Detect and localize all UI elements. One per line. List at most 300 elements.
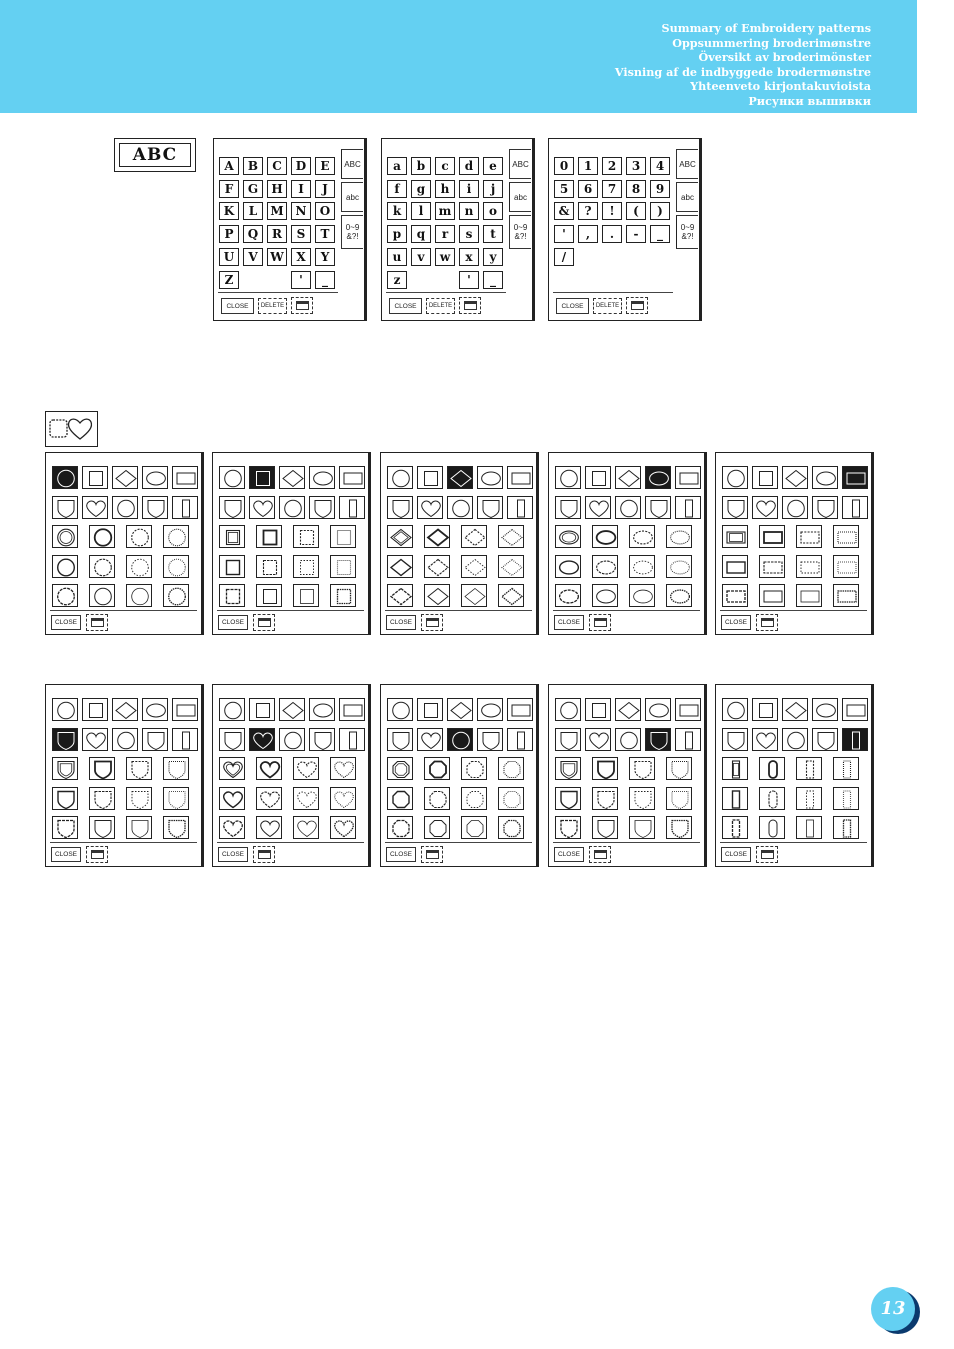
frame-variant-button[interactable] <box>126 584 152 607</box>
embroidery-edit-icon[interactable] <box>459 297 481 314</box>
character-key[interactable]: P <box>219 225 239 243</box>
frame-shape-oval-button[interactable] <box>142 698 168 721</box>
character-key[interactable]: l <box>411 202 431 220</box>
character-key[interactable]: ! <box>602 202 622 220</box>
frame-variant-button[interactable] <box>666 787 692 810</box>
tab-uppercase[interactable]: ABC <box>341 149 363 179</box>
frame-variant-button[interactable] <box>796 787 822 810</box>
frame-variant-button[interactable] <box>126 555 152 578</box>
frame-shape-circle-button[interactable] <box>279 496 305 519</box>
frame-shape-shield-button[interactable] <box>645 728 671 751</box>
frame-variant-button[interactable] <box>424 555 450 578</box>
close-button[interactable]: CLOSE <box>386 847 416 862</box>
character-key[interactable]: 7 <box>602 180 622 198</box>
frame-variant-button[interactable] <box>629 757 655 780</box>
frame-shape-shield-button[interactable] <box>309 728 335 751</box>
frame-variant-button[interactable] <box>555 584 581 607</box>
frame-shape-circle-button[interactable] <box>112 496 138 519</box>
character-key[interactable]: e <box>483 157 503 175</box>
frame-variant-button[interactable] <box>424 787 450 810</box>
frame-shape-shield-button[interactable] <box>812 728 838 751</box>
frame-variant-button[interactable] <box>126 787 152 810</box>
frame-shape-diamond-button[interactable] <box>112 698 138 721</box>
frame-shape-heart-button[interactable] <box>752 728 778 751</box>
character-key[interactable]: m <box>435 202 455 220</box>
frame-shape-diamond-button[interactable] <box>782 466 808 489</box>
frame-variant-button[interactable] <box>722 787 748 810</box>
frame-variant-button[interactable] <box>163 525 189 548</box>
frame-shape-shield-button[interactable] <box>722 496 748 519</box>
frame-shape-circle-button[interactable] <box>52 466 78 489</box>
character-key[interactable]: & <box>554 202 574 220</box>
frame-variant-button[interactable] <box>293 555 319 578</box>
close-button[interactable]: CLOSE <box>554 847 584 862</box>
character-key[interactable]: D <box>291 157 311 175</box>
frame-variant-button[interactable] <box>461 816 487 839</box>
frame-variant-button[interactable] <box>461 584 487 607</box>
character-key[interactable]: E <box>315 157 335 175</box>
frame-shape-circle-button[interactable] <box>722 698 748 721</box>
frame-variant-button[interactable] <box>52 555 78 578</box>
frame-shape-circle-button[interactable] <box>615 496 641 519</box>
frame-shape-rectangle-button[interactable] <box>842 698 868 721</box>
character-key[interactable]: 3 <box>626 157 646 175</box>
frame-shape-rectangle-button[interactable] <box>507 466 533 489</box>
frame-shape-shield-button[interactable] <box>219 496 245 519</box>
frame-shape-circle-button[interactable] <box>447 496 473 519</box>
frame-variant-button[interactable] <box>126 757 152 780</box>
frame-shape-tall-rect-button[interactable] <box>675 728 701 751</box>
frame-shape-square-button[interactable] <box>417 698 443 721</box>
character-key[interactable]: B <box>243 157 263 175</box>
close-button[interactable]: CLOSE <box>721 847 751 862</box>
frame-variant-button[interactable] <box>293 525 319 548</box>
frame-variant-button[interactable] <box>126 525 152 548</box>
frame-variant-button[interactable] <box>666 584 692 607</box>
frame-shape-heart-button[interactable] <box>249 728 275 751</box>
character-key[interactable]: ' <box>459 271 479 289</box>
character-key[interactable]: p <box>387 225 407 243</box>
frame-variant-button[interactable] <box>293 757 319 780</box>
character-key[interactable]: f <box>387 180 407 198</box>
frame-variant-button[interactable] <box>833 787 859 810</box>
frame-variant-button[interactable] <box>387 787 413 810</box>
close-button[interactable]: CLOSE <box>554 615 584 630</box>
frame-shape-circle-button[interactable] <box>219 466 245 489</box>
frame-variant-button[interactable] <box>219 555 245 578</box>
frame-shape-oval-button[interactable] <box>309 466 335 489</box>
frame-shape-tall-rect-button[interactable] <box>507 496 533 519</box>
frame-variant-button[interactable] <box>163 787 189 810</box>
frame-shape-heart-button[interactable] <box>82 496 108 519</box>
frame-shape-oval-button[interactable] <box>645 466 671 489</box>
character-key[interactable]: X <box>291 248 311 266</box>
character-key[interactable]: G <box>243 180 263 198</box>
character-key[interactable]: w <box>435 248 455 266</box>
frame-variant-button[interactable] <box>461 757 487 780</box>
frame-variant-button[interactable] <box>461 555 487 578</box>
frame-shape-rectangle-button[interactable] <box>842 466 868 489</box>
close-button[interactable]: CLOSE <box>218 615 248 630</box>
close-button[interactable]: CLOSE <box>218 847 248 862</box>
close-button[interactable]: CLOSE <box>389 298 422 314</box>
frame-variant-button[interactable] <box>592 555 618 578</box>
frame-variant-button[interactable] <box>592 757 618 780</box>
embroidery-edit-icon[interactable] <box>86 614 108 631</box>
embroidery-edit-icon[interactable] <box>756 614 778 631</box>
frame-shape-tall-rect-button[interactable] <box>339 728 365 751</box>
frame-variant-button[interactable] <box>219 525 245 548</box>
frame-variant-button[interactable] <box>219 584 245 607</box>
frame-variant-button[interactable] <box>293 584 319 607</box>
frame-variant-button[interactable] <box>89 757 115 780</box>
frame-variant-button[interactable] <box>498 525 524 548</box>
frame-shape-rectangle-button[interactable] <box>675 698 701 721</box>
tab-numbers-symbols[interactable]: 0~9 &?! <box>509 215 531 249</box>
frame-shape-square-button[interactable] <box>585 698 611 721</box>
character-key[interactable]: R <box>267 225 287 243</box>
embroidery-edit-icon[interactable] <box>253 846 275 863</box>
character-key[interactable]: a <box>387 157 407 175</box>
delete-button[interactable]: DELETE <box>593 298 622 314</box>
frame-shape-circle-button[interactable] <box>615 728 641 751</box>
character-key[interactable]: C <box>267 157 287 175</box>
embroidery-edit-icon[interactable] <box>421 846 443 863</box>
character-key[interactable]: Z <box>219 271 239 289</box>
frame-variant-button[interactable] <box>666 555 692 578</box>
frame-shape-circle-button[interactable] <box>387 466 413 489</box>
character-key[interactable]: d <box>459 157 479 175</box>
embroidery-edit-icon[interactable] <box>756 846 778 863</box>
character-key[interactable]: 8 <box>626 180 646 198</box>
frame-variant-button[interactable] <box>256 555 282 578</box>
close-button[interactable]: CLOSE <box>51 615 81 630</box>
frame-variant-button[interactable] <box>722 525 748 548</box>
frame-variant-button[interactable] <box>722 757 748 780</box>
frame-variant-button[interactable] <box>666 757 692 780</box>
frame-variant-button[interactable] <box>498 816 524 839</box>
frame-variant-button[interactable] <box>387 757 413 780</box>
character-key[interactable]: ' <box>554 225 574 243</box>
embroidery-edit-icon[interactable] <box>421 614 443 631</box>
frame-shape-heart-button[interactable] <box>249 496 275 519</box>
frame-shape-diamond-button[interactable] <box>279 698 305 721</box>
character-key[interactable]: 1 <box>578 157 598 175</box>
frame-shape-shield-button[interactable] <box>722 728 748 751</box>
frame-shape-heart-button[interactable] <box>417 728 443 751</box>
frame-shape-oval-button[interactable] <box>645 698 671 721</box>
frame-variant-button[interactable] <box>52 525 78 548</box>
character-key[interactable]: I <box>291 180 311 198</box>
frame-shape-circle-button[interactable] <box>555 466 581 489</box>
frame-variant-button[interactable] <box>330 584 356 607</box>
frame-shape-diamond-button[interactable] <box>615 466 641 489</box>
character-key[interactable]: o <box>483 202 503 220</box>
character-key[interactable]: K <box>219 202 239 220</box>
embroidery-edit-icon[interactable] <box>291 297 313 314</box>
frame-variant-button[interactable] <box>89 555 115 578</box>
frame-shape-oval-button[interactable] <box>477 466 503 489</box>
embroidery-edit-icon[interactable] <box>86 846 108 863</box>
character-key[interactable]: O <box>315 202 335 220</box>
frame-shape-shield-button[interactable] <box>52 496 78 519</box>
frame-variant-button[interactable] <box>330 816 356 839</box>
frame-shape-tall-rect-button[interactable] <box>842 728 868 751</box>
frame-variant-button[interactable] <box>256 757 282 780</box>
embroidery-edit-icon[interactable] <box>589 846 611 863</box>
character-key[interactable]: r <box>435 225 455 243</box>
frame-shape-square-button[interactable] <box>585 466 611 489</box>
frame-shape-shield-button[interactable] <box>555 496 581 519</box>
frame-variant-button[interactable] <box>293 816 319 839</box>
character-key[interactable]: 2 <box>602 157 622 175</box>
frame-variant-button[interactable] <box>629 816 655 839</box>
frame-variant-button[interactable] <box>796 757 822 780</box>
frame-variant-button[interactable] <box>666 525 692 548</box>
frame-shape-shield-button[interactable] <box>219 728 245 751</box>
frame-shape-heart-button[interactable] <box>585 496 611 519</box>
frame-variant-button[interactable] <box>256 787 282 810</box>
frame-shape-shield-button[interactable] <box>142 496 168 519</box>
frame-shape-circle-button[interactable] <box>52 698 78 721</box>
character-key[interactable]: h <box>435 180 455 198</box>
frame-variant-button[interactable] <box>555 555 581 578</box>
frame-variant-button[interactable] <box>256 816 282 839</box>
frame-shape-shield-button[interactable] <box>387 496 413 519</box>
tab-numbers-symbols[interactable]: 0~9 &?! <box>341 215 363 249</box>
frame-shape-circle-button[interactable] <box>219 698 245 721</box>
tab-numbers-symbols[interactable]: 0~9 &?! <box>676 215 698 249</box>
character-key[interactable]: 5 <box>554 180 574 198</box>
frame-shape-oval-button[interactable] <box>812 466 838 489</box>
character-key[interactable]: z <box>387 271 407 289</box>
frame-shape-shield-button[interactable] <box>52 728 78 751</box>
frame-shape-heart-button[interactable] <box>752 496 778 519</box>
character-key[interactable]: F <box>219 180 239 198</box>
frame-shape-circle-button[interactable] <box>447 728 473 751</box>
frame-variant-button[interactable] <box>555 757 581 780</box>
character-key[interactable]: _ <box>650 225 670 243</box>
character-key[interactable]: . <box>602 225 622 243</box>
frame-variant-button[interactable] <box>52 787 78 810</box>
frame-shape-heart-button[interactable] <box>417 496 443 519</box>
embroidery-edit-icon[interactable] <box>626 297 648 314</box>
character-key[interactable]: y <box>483 248 503 266</box>
frame-shape-square-button[interactable] <box>82 698 108 721</box>
character-key[interactable]: Y <box>315 248 335 266</box>
character-key[interactable]: U <box>219 248 239 266</box>
frame-variant-button[interactable] <box>759 555 785 578</box>
character-key[interactable]: ' <box>291 271 311 289</box>
frame-variant-button[interactable] <box>796 555 822 578</box>
frame-shape-diamond-button[interactable] <box>279 466 305 489</box>
frame-variant-button[interactable] <box>52 584 78 607</box>
frame-variant-button[interactable] <box>330 525 356 548</box>
frame-shape-square-button[interactable] <box>417 466 443 489</box>
frame-variant-button[interactable] <box>126 816 152 839</box>
character-key[interactable]: ? <box>578 202 598 220</box>
frame-variant-button[interactable] <box>387 555 413 578</box>
frame-variant-button[interactable] <box>293 787 319 810</box>
frame-variant-button[interactable] <box>796 584 822 607</box>
tab-uppercase[interactable]: ABC <box>509 149 531 179</box>
close-button[interactable]: CLOSE <box>386 615 416 630</box>
frame-variant-button[interactable] <box>722 584 748 607</box>
tab-lowercase[interactable]: abc <box>676 182 698 212</box>
character-key[interactable]: H <box>267 180 287 198</box>
frame-shape-shield-button[interactable] <box>812 496 838 519</box>
character-key[interactable]: A <box>219 157 239 175</box>
character-key[interactable]: j <box>483 180 503 198</box>
character-key[interactable]: S <box>291 225 311 243</box>
character-key[interactable]: Q <box>243 225 263 243</box>
frame-variant-button[interactable] <box>759 787 785 810</box>
character-key[interactable]: ) <box>650 202 670 220</box>
character-key[interactable]: - <box>626 225 646 243</box>
character-key[interactable]: 0 <box>554 157 574 175</box>
frame-variant-button[interactable] <box>256 525 282 548</box>
frame-variant-button[interactable] <box>833 525 859 548</box>
frame-variant-button[interactable] <box>722 555 748 578</box>
close-button[interactable]: CLOSE <box>51 847 81 862</box>
frame-shape-square-button[interactable] <box>752 698 778 721</box>
frame-shape-diamond-button[interactable] <box>782 698 808 721</box>
frame-variant-button[interactable] <box>387 816 413 839</box>
frame-variant-button[interactable] <box>256 584 282 607</box>
character-key[interactable]: k <box>387 202 407 220</box>
tab-lowercase[interactable]: abc <box>341 182 363 212</box>
frame-variant-button[interactable] <box>163 816 189 839</box>
character-key[interactable]: _ <box>483 271 503 289</box>
frame-variant-button[interactable] <box>89 584 115 607</box>
frame-shape-tall-rect-button[interactable] <box>172 496 198 519</box>
character-key[interactable]: i <box>459 180 479 198</box>
frame-variant-button[interactable] <box>330 757 356 780</box>
character-key[interactable]: v <box>411 248 431 266</box>
frame-variant-button[interactable] <box>796 816 822 839</box>
frame-variant-button[interactable] <box>555 816 581 839</box>
character-key[interactable]: M <box>267 202 287 220</box>
frame-variant-button[interactable] <box>592 525 618 548</box>
frame-variant-button[interactable] <box>219 816 245 839</box>
character-key[interactable]: u <box>387 248 407 266</box>
frame-shape-square-button[interactable] <box>249 698 275 721</box>
frame-shape-shield-button[interactable] <box>387 728 413 751</box>
character-key[interactable]: W <box>267 248 287 266</box>
frame-variant-button[interactable] <box>833 584 859 607</box>
frame-variant-button[interactable] <box>759 816 785 839</box>
character-key[interactable]: / <box>554 248 574 266</box>
character-key[interactable]: t <box>483 225 503 243</box>
frame-variant-button[interactable] <box>387 584 413 607</box>
character-key[interactable]: T <box>315 225 335 243</box>
frame-shape-diamond-button[interactable] <box>112 466 138 489</box>
character-key[interactable]: c <box>435 157 455 175</box>
frame-shape-shield-button[interactable] <box>142 728 168 751</box>
embroidery-edit-icon[interactable] <box>589 614 611 631</box>
frame-variant-button[interactable] <box>424 816 450 839</box>
close-button[interactable]: CLOSE <box>221 298 254 314</box>
frame-shape-circle-button[interactable] <box>782 496 808 519</box>
character-key[interactable]: V <box>243 248 263 266</box>
frame-variant-button[interactable] <box>498 555 524 578</box>
frame-variant-button[interactable] <box>424 525 450 548</box>
frame-variant-button[interactable] <box>89 787 115 810</box>
frame-variant-button[interactable] <box>52 757 78 780</box>
frame-variant-button[interactable] <box>424 584 450 607</box>
frame-variant-button[interactable] <box>461 525 487 548</box>
frame-shape-diamond-button[interactable] <box>447 698 473 721</box>
frame-variant-button[interactable] <box>592 584 618 607</box>
frame-shape-shield-button[interactable] <box>555 728 581 751</box>
frame-variant-button[interactable] <box>592 816 618 839</box>
frame-shape-circle-button[interactable] <box>387 698 413 721</box>
frame-shape-square-button[interactable] <box>249 466 275 489</box>
frame-variant-button[interactable] <box>629 584 655 607</box>
frame-variant-button[interactable] <box>330 555 356 578</box>
frame-variant-button[interactable] <box>163 757 189 780</box>
character-key[interactable]: 9 <box>650 180 670 198</box>
character-key[interactable]: g <box>411 180 431 198</box>
frame-shape-tall-rect-button[interactable] <box>842 496 868 519</box>
frame-variant-button[interactable] <box>796 525 822 548</box>
frame-shape-oval-button[interactable] <box>812 698 838 721</box>
frame-shape-diamond-button[interactable] <box>615 698 641 721</box>
frame-shape-shield-button[interactable] <box>477 496 503 519</box>
character-key[interactable]: , <box>578 225 598 243</box>
frame-shape-shield-button[interactable] <box>309 496 335 519</box>
frame-shape-circle-button[interactable] <box>722 466 748 489</box>
frame-variant-button[interactable] <box>424 757 450 780</box>
tab-uppercase[interactable]: ABC <box>676 149 698 179</box>
embroidery-edit-icon[interactable] <box>253 614 275 631</box>
frame-variant-button[interactable] <box>498 787 524 810</box>
frame-variant-button[interactable] <box>592 787 618 810</box>
frame-variant-button[interactable] <box>833 757 859 780</box>
frame-shape-tall-rect-button[interactable] <box>339 496 365 519</box>
frame-shape-shield-button[interactable] <box>477 728 503 751</box>
frame-shape-rectangle-button[interactable] <box>172 698 198 721</box>
frame-variant-button[interactable] <box>666 816 692 839</box>
character-key[interactable]: ( <box>626 202 646 220</box>
character-key[interactable]: n <box>459 202 479 220</box>
frame-variant-button[interactable] <box>219 787 245 810</box>
character-key[interactable]: b <box>411 157 431 175</box>
frame-variant-button[interactable] <box>163 555 189 578</box>
frame-shape-oval-button[interactable] <box>309 698 335 721</box>
frame-shape-square-button[interactable] <box>82 466 108 489</box>
frame-shape-tall-rect-button[interactable] <box>172 728 198 751</box>
frame-variant-button[interactable] <box>219 757 245 780</box>
delete-button[interactable]: DELETE <box>258 298 287 314</box>
frame-variant-button[interactable] <box>89 816 115 839</box>
tab-lowercase[interactable]: abc <box>509 182 531 212</box>
frame-shape-circle-button[interactable] <box>555 698 581 721</box>
frame-variant-button[interactable] <box>629 787 655 810</box>
frame-shape-shield-button[interactable] <box>645 496 671 519</box>
close-button[interactable]: CLOSE <box>721 615 751 630</box>
frame-variant-button[interactable] <box>330 787 356 810</box>
frame-variant-button[interactable] <box>722 816 748 839</box>
character-key[interactable]: x <box>459 248 479 266</box>
frame-variant-button[interactable] <box>89 525 115 548</box>
character-key[interactable]: 6 <box>578 180 598 198</box>
delete-button[interactable]: DELETE <box>426 298 455 314</box>
frame-variant-button[interactable] <box>759 525 785 548</box>
frame-shape-heart-button[interactable] <box>585 728 611 751</box>
frame-variant-button[interactable] <box>833 555 859 578</box>
frame-variant-button[interactable] <box>52 816 78 839</box>
